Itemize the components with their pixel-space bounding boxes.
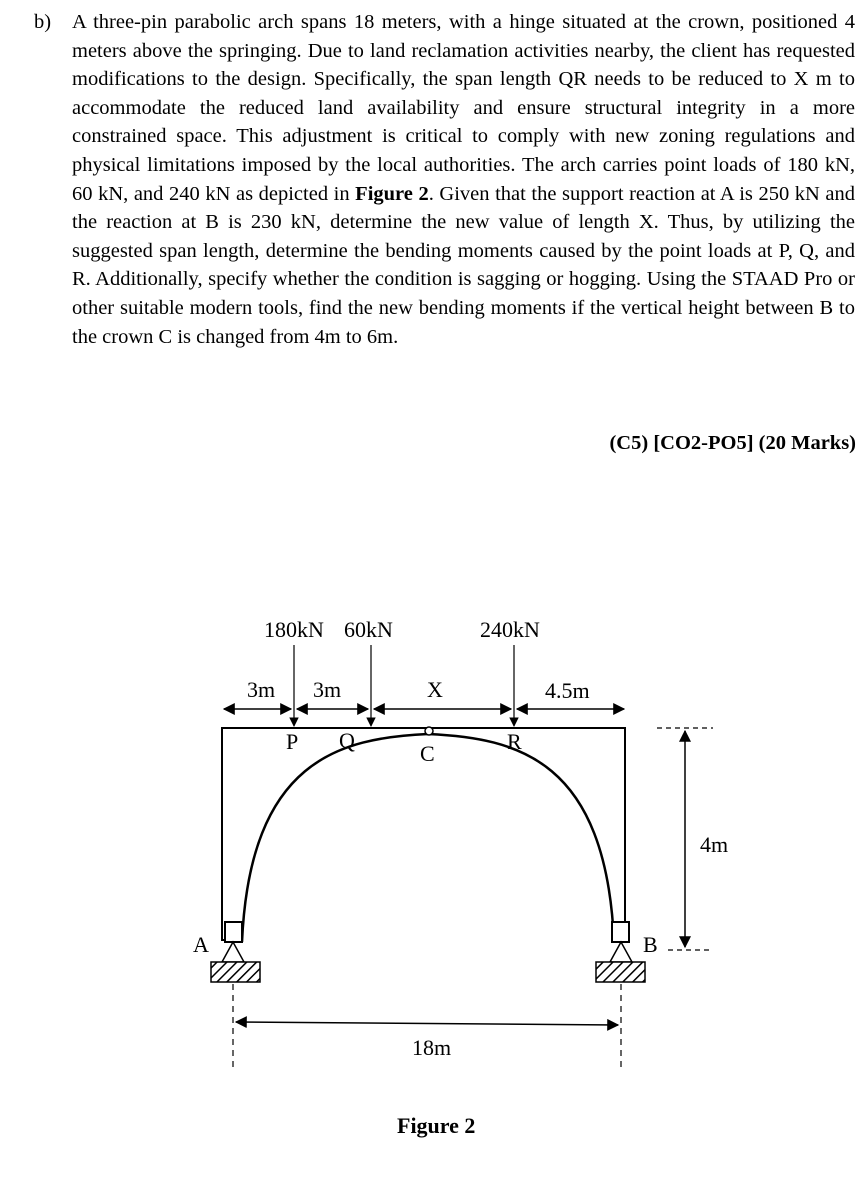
dim-label-qr: X: [427, 677, 443, 702]
question-intro: A three-pin parabolic arch spans 18 meters, with a hinge situated at the crown, positioned 4 meters above the springing. Due to land reclamation activities nearby, the client has requested modifications to the design. Specifically, the span length QR needs to be reduced to X m to accommodate the reduced land availability and ensure structural integrity in a more constrained space. This adjustment is critical to comply with new zoning regulations and physical limitations imposed by the local authorities. The arch carries point loads of 180 kN, 60 kN, and 240 kN as depicted in: [72, 11, 855, 205]
figure-reference: Figure 2: [355, 182, 429, 205]
dim-label-pq: 3m: [313, 677, 342, 702]
marks-allocation: (C5) [CO2-PO5] (20 Marks): [609, 432, 856, 454]
figure-caption: Figure 2: [397, 1113, 476, 1138]
ground-hatch-b: [596, 962, 645, 982]
point-label-q: Q: [339, 728, 355, 753]
dim-label-rb: 4.5m: [545, 678, 590, 703]
point-label-a: A: [193, 932, 209, 957]
point-label-r: R: [507, 729, 522, 754]
ground-hatch-a: [211, 962, 260, 982]
point-label-p: P: [286, 729, 299, 754]
load-label-r: 240kN: [480, 617, 540, 642]
support-post-b: [612, 922, 629, 942]
dim-label-span: 18m: [412, 1035, 452, 1060]
point-label-b: B: [643, 932, 658, 957]
dim-label-height: 4m: [700, 832, 729, 857]
question-label: b): [34, 11, 52, 33]
dim-label-ap: 3m: [247, 677, 276, 702]
load-label-p: 180kN: [264, 617, 324, 642]
crown-hinge: [425, 727, 433, 735]
dim-arrow-span: [236, 1022, 618, 1025]
support-post-a: [225, 922, 242, 942]
load-label-q: 60kN: [344, 617, 393, 642]
question-rest: . Given that the support reaction at A is 250 kN and the reaction at B is 230 kN, determine the new value of length X. Thus, by utilizing the suggested span length, determine the bending moments caused by the point loads at P, Q, and R. Additionally, specify whether the condition is sagging or hogging. Using the STAAD Pro or other suitable modern tools, find the new bending moments if the vertical height between B to the crown C is changed from 4m to 6m.: [72, 182, 855, 348]
question-text: [72, 8, 855, 351]
pin-support-b: [610, 942, 632, 962]
point-label-c: C: [420, 741, 435, 766]
pin-support-a: [222, 942, 244, 962]
arch-figure: [0, 560, 868, 1160]
